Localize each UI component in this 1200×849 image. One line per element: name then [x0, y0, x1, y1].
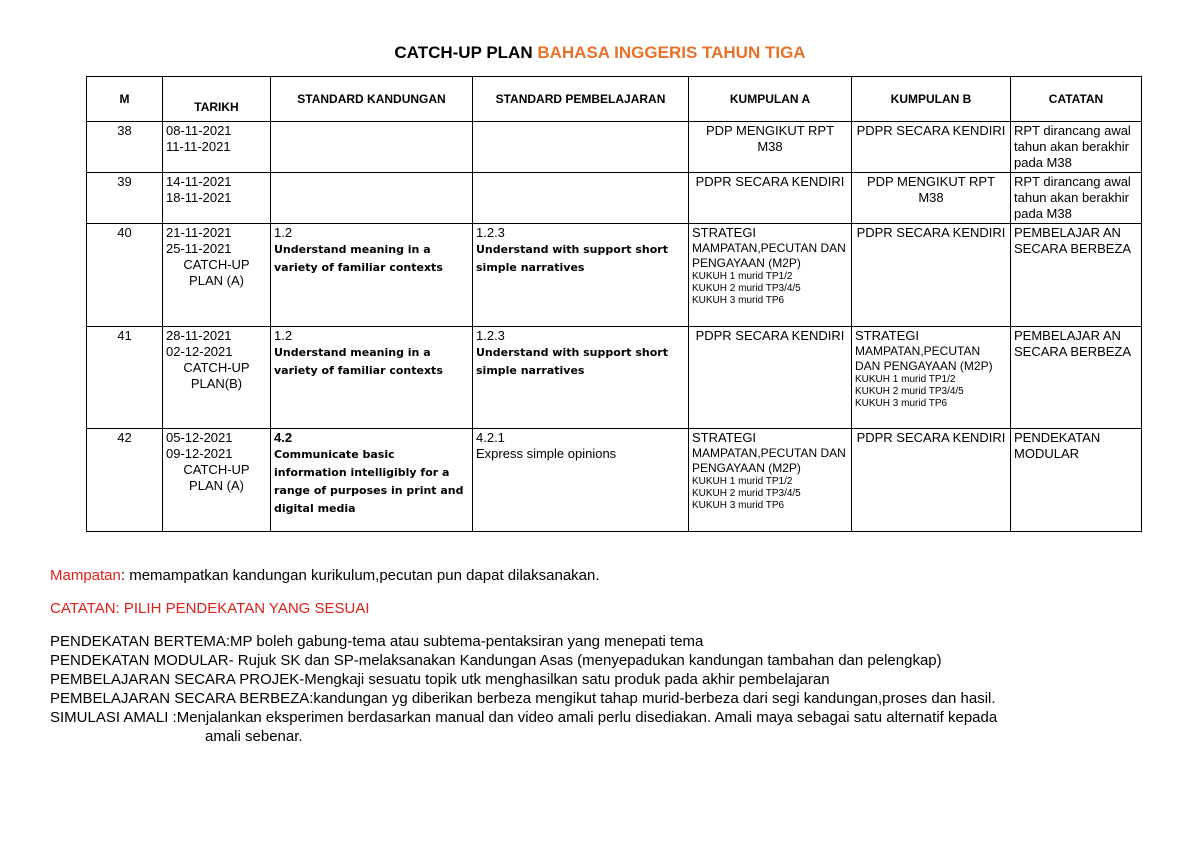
standard-kandungan-cell — [271, 327, 473, 429]
kumpulan-b-cell: PDPR SECARA KENDIRI — [852, 224, 1011, 327]
header-tarikh: TARIKH — [163, 77, 271, 122]
kumpulan-b-cell: STRATEGI MAMPATAN,PECUTAN DAN PENGAYAAN (M2P) KUKUH 1 murid TP1/2 KUKUH 2 murid TP3/4/5 KUKUH 3 murid TP6 — [852, 327, 1011, 429]
tarikh-cell: 05-12-2021 09-12-2021 CATCH-UP PLAN (A) — [163, 429, 271, 532]
kumpulan-a-cell: PDPR SECARA KENDIRI — [689, 173, 852, 224]
header-standard-pembelajaran: STANDARD PEMBELAJARAN — [473, 77, 689, 122]
standard-kandungan-cell — [271, 224, 473, 327]
catch-up-plan-table — [86, 76, 1142, 532]
kumpulan-a-cell: PDPR SECARA KENDIRI — [689, 327, 852, 429]
table-row — [87, 122, 1142, 173]
standard-pembelajaran-cell — [473, 122, 689, 173]
sk-text: Understand meaning in a variety of familiar contexts — [274, 243, 443, 274]
sp-code: 1.2.3 — [476, 225, 505, 240]
note-line: SIMULASI AMALI :Menjalankan eksperimen berdasarkan manual dan video amali perlu disediakan. Amali maya sebagai satu alternatif kepada — [50, 709, 998, 726]
catatan-cell: PEMBELAJAR AN SECARA BERBEZA — [1011, 327, 1142, 429]
sk-code: 4.2 — [274, 430, 293, 445]
sk-code: 1.2 — [274, 328, 293, 343]
note-line: PEMBELAJARAN SECARA BERBEZA:kandungan yg diberikan berbeza mengikut tahap murid-berbeza dari segi kandungan,proses dan hasil. — [50, 690, 996, 707]
standard-pembelajaran-cell — [473, 173, 689, 224]
tarikh-cell: 08-11-2021 11-11-2021 — [163, 122, 271, 173]
mampatan-label: Mampatan — [50, 567, 121, 584]
sp-text: Express simple opinions — [476, 446, 617, 461]
catatan-cell: PENDEKATAN MODULAR — [1011, 429, 1142, 532]
tarikh-cell: 21-11-2021 25-11-2021 CATCH-UP PLAN (A) — [163, 224, 271, 327]
standard-kandungan-cell — [271, 122, 473, 173]
mampatan-text: : memampatkan kandungan kurikulum,pecutan pun dapat dilaksanakan. — [120, 567, 600, 584]
notes-section — [50, 566, 1170, 746]
sp-text: Understand with support short simple narratives — [476, 346, 668, 377]
catatan-cell: RPT dirancang awal tahun akan berakhir pada M38 — [1011, 173, 1142, 224]
table-header-row — [87, 77, 1142, 122]
header-kumpulan-a: KUMPULAN A — [689, 77, 852, 122]
sp-code: 1.2.3 — [476, 328, 505, 343]
kumpulan-b-cell: PDPR SECARA KENDIRI — [852, 429, 1011, 532]
title-main: CATCH-UP PLAN — [394, 43, 538, 62]
header-kumpulan-b: KUMPULAN B — [852, 77, 1011, 122]
header-m: M — [87, 77, 163, 122]
page-title — [0, 43, 1200, 63]
standard-pembelajaran-cell — [473, 327, 689, 429]
kumpulan-a-cell: STRATEGI MAMPATAN,PECUTAN DAN PENGAYAAN (M2P) KUKUH 1 murid TP1/2 KUKUH 2 murid TP3/4/5 KUKUH 3 murid TP6 — [689, 429, 852, 532]
tarikh-cell: 14-11-2021 18-11-2021 — [163, 173, 271, 224]
week-number: 42 — [87, 429, 163, 532]
catatan-cell: RPT dirancang awal tahun akan berakhir pada M38 — [1011, 122, 1142, 173]
note-line: PENDEKATAN BERTEMA:MP boleh gabung-tema atau subtema-pentaksiran yang menepati tema — [50, 633, 704, 650]
week-number: 38 — [87, 122, 163, 173]
title-accent: BAHASA INGGERIS TAHUN TIGA — [537, 43, 806, 62]
header-standard-kandungan: STANDARD KANDUNGAN — [271, 77, 473, 122]
table-row — [87, 224, 1142, 327]
table-row — [87, 429, 1142, 532]
note-line-continued: amali sebenar. — [205, 728, 303, 745]
note-line: PEMBELAJARAN SECARA PROJEK-Mengkaji sesuatu topik utk menghasilkan satu produk pada akhir pembelajaran — [50, 671, 830, 688]
mampatan-note — [50, 566, 1170, 585]
table-row — [87, 173, 1142, 224]
sk-text: Communicate basic information intelligibly for a range of purposes in print and digital media — [274, 448, 464, 515]
kumpulan-a-cell: PDP MENGIKUT RPT M38 — [689, 122, 852, 173]
header-catatan: CATATAN — [1011, 77, 1142, 122]
week-number: 39 — [87, 173, 163, 224]
standard-kandungan-cell — [271, 429, 473, 532]
sp-text: Understand with support short simple narratives — [476, 243, 668, 274]
kumpulan-b-cell: PDP MENGIKUT RPT M38 — [852, 173, 1011, 224]
standard-pembelajaran-cell — [473, 429, 689, 532]
standard-kandungan-cell — [271, 173, 473, 224]
sp-code: 4.2.1 — [476, 430, 505, 445]
table-row — [87, 327, 1142, 429]
kumpulan-a-cell: STRATEGI MAMPATAN,PECUTAN DAN PENGAYAAN (M2P) KUKUH 1 murid TP1/2 KUKUH 2 murid TP3/4/5 KUKUH 3 murid TP6 — [689, 224, 852, 327]
week-number: 40 — [87, 224, 163, 327]
note-line: PENDEKATAN MODULAR- Rujuk SK dan SP-melaksanakan Kandungan Asas (menyepadukan kandungan tambahan dan pelengkap) — [50, 652, 942, 669]
kumpulan-b-cell: PDPR SECARA KENDIRI — [852, 122, 1011, 173]
catatan-cell: PEMBELAJAR AN SECARA BERBEZA — [1011, 224, 1142, 327]
sk-text: Understand meaning in a variety of familiar contexts — [274, 346, 443, 377]
catatan-heading: CATATAN: PILIH PENDEKATAN YANG SESUAI — [50, 600, 370, 617]
tarikh-cell: 28-11-2021 02-12-2021 CATCH-UP PLAN(B) — [163, 327, 271, 429]
week-number: 41 — [87, 327, 163, 429]
standard-pembelajaran-cell — [473, 224, 689, 327]
sk-code: 1.2 — [274, 225, 293, 240]
